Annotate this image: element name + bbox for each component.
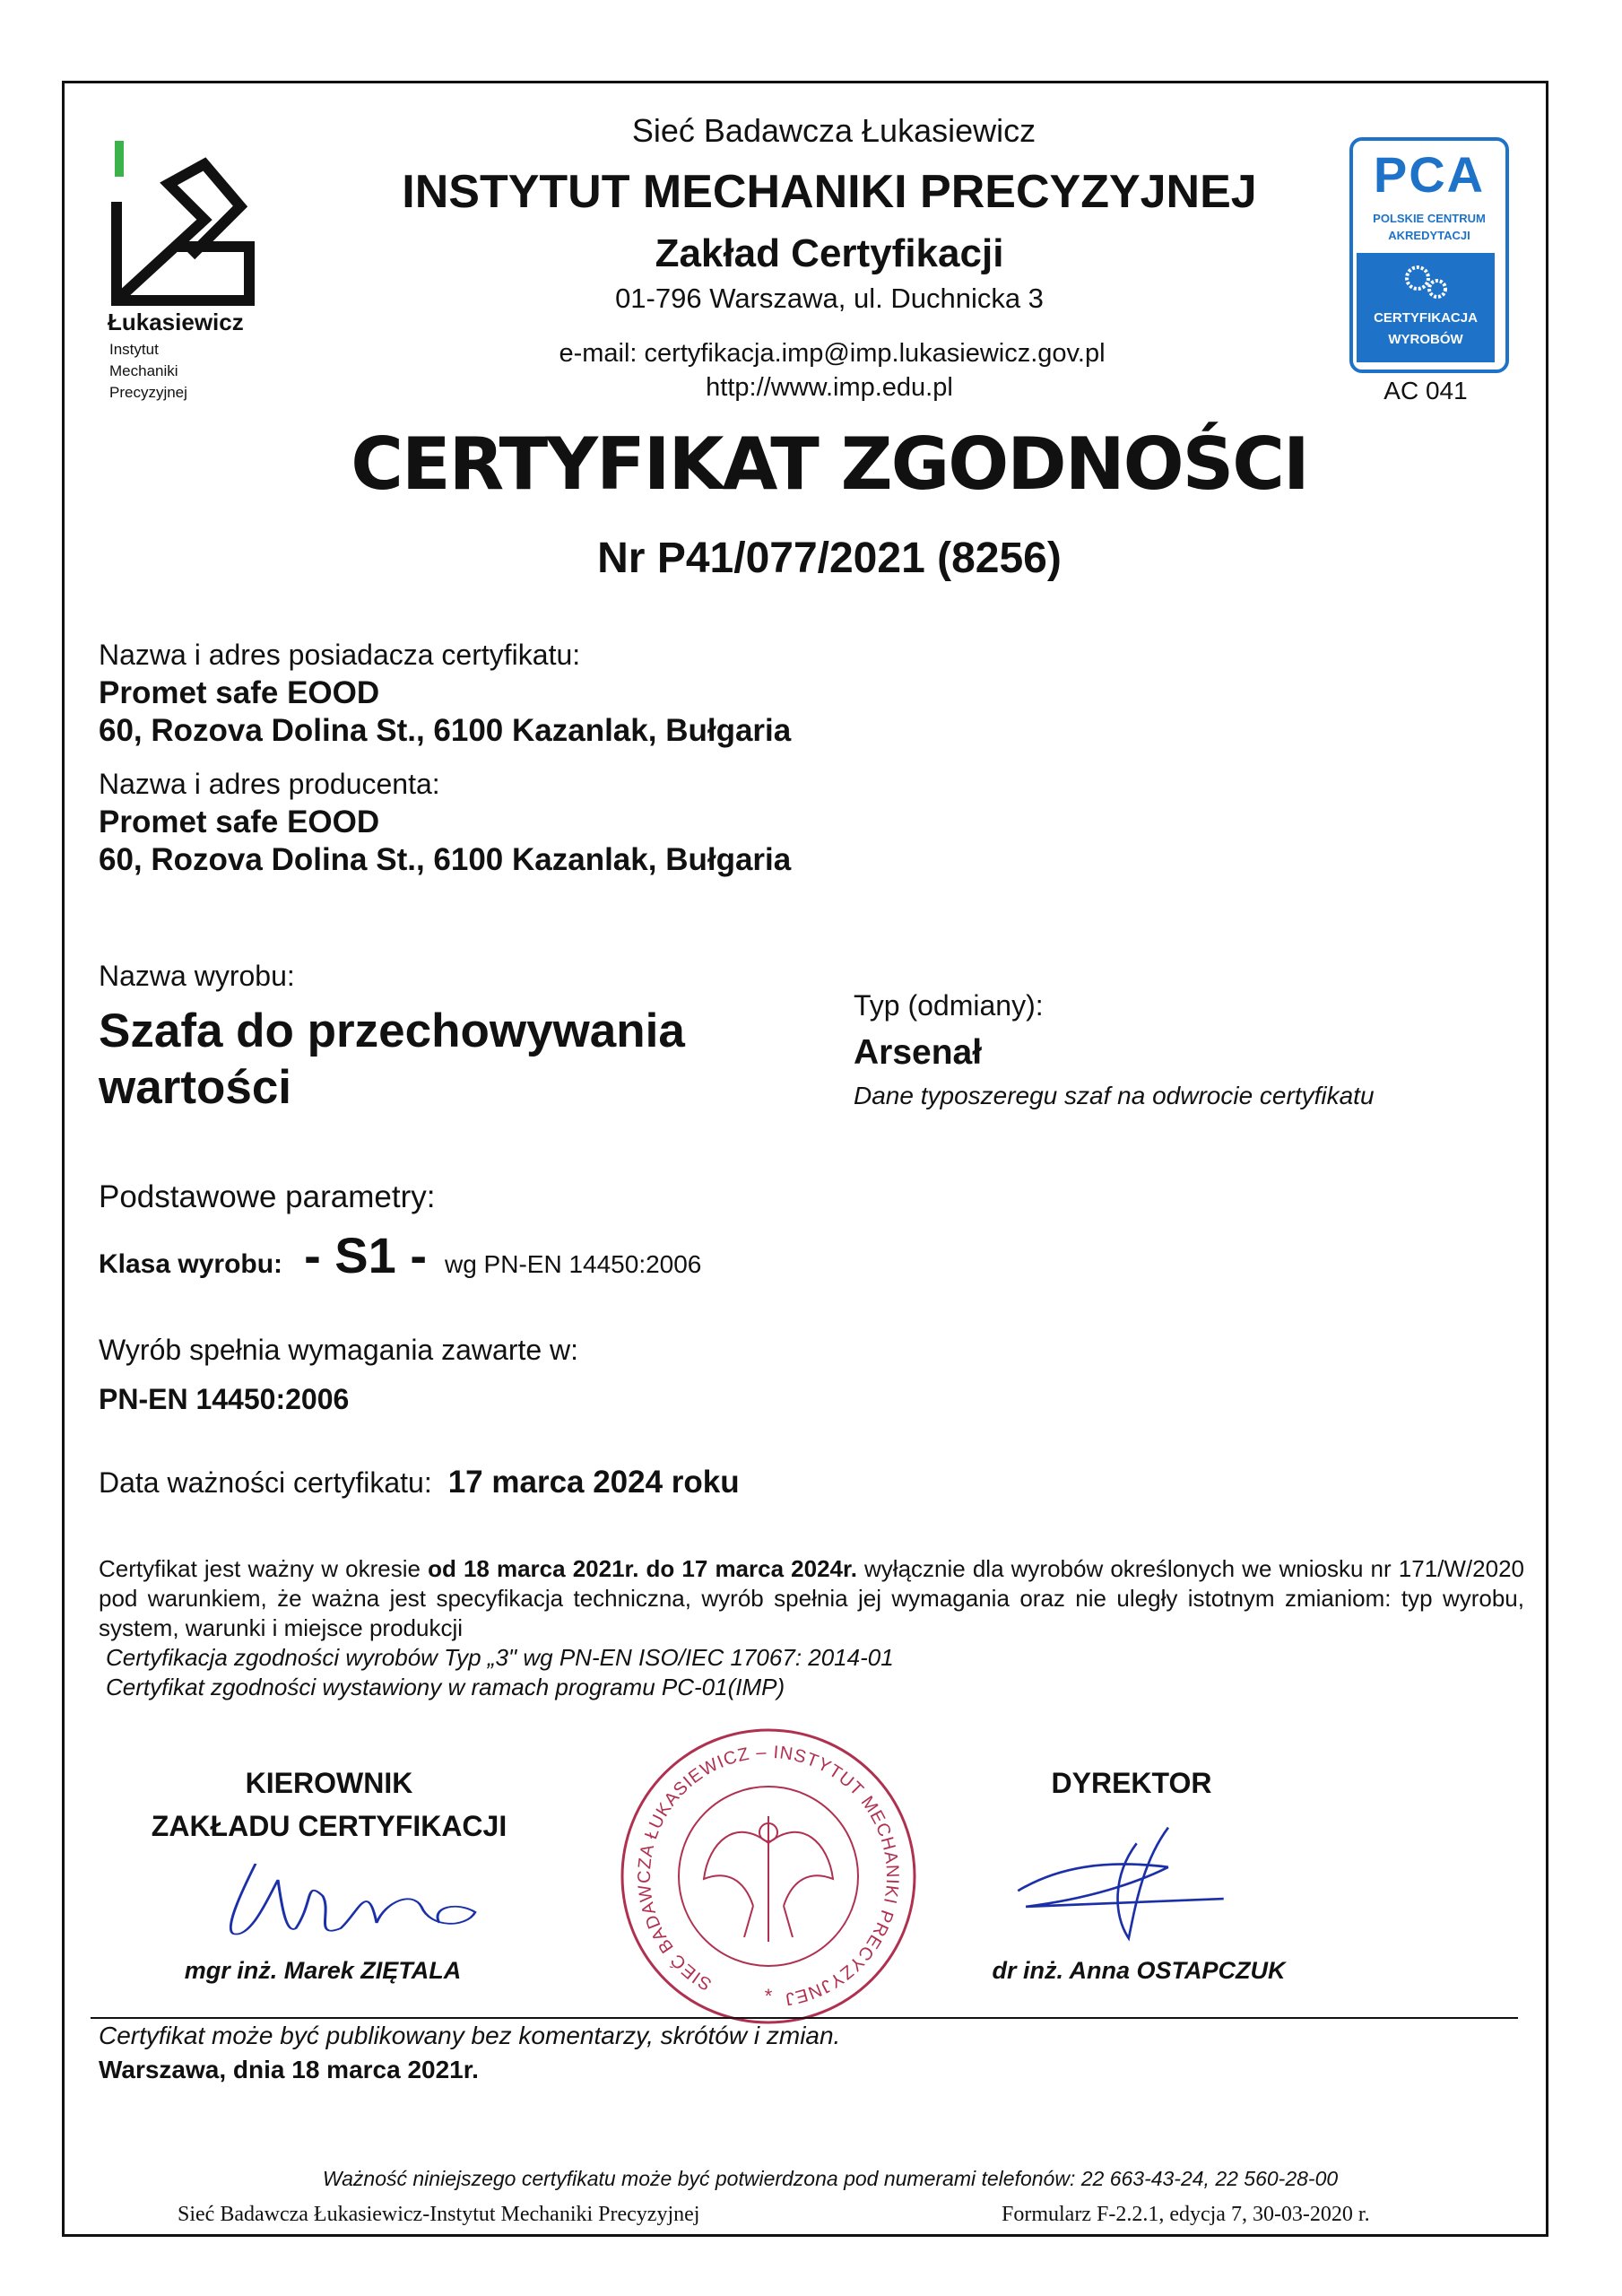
class-row [99,1227,701,1284]
pca-line: WYROBÓW [1388,332,1463,347]
network-name: Sieć Badawcza Łukasiewicz [631,112,1037,149]
pca-badge [1349,137,1509,373]
pca-line: CERTYFIKACJA [1374,310,1478,326]
validity-row [99,1465,740,1500]
right-signatory-name: dr inż. Anna OSTAPCZUK [992,1957,1286,1984]
institute-name: INSTYTUT MECHANIKI PRECYZYJNEJ [402,166,1257,218]
certificate-title: CERTYFIKAT ZGODNOŚCI [351,422,1308,506]
gears-icon [1400,260,1453,305]
terms-note-2: Certyfikat zgodności wystawiony w ramach programu PC-01(IMP) [106,1674,785,1700]
terms-paragraph [99,1554,1524,1643]
logo-name: Łukasiewicz [108,309,244,335]
department-name: Zakład Certyfikacji [655,231,1004,275]
pca-blue-panel [1357,253,1495,362]
terms-text: wyłącznie dla wyrobów określonych we wniosku nr 171/W/2020 pod warunkiem, że ważna jest specyfikacja techniczna, wyrób spełnia jej wymagania oraz nie uległy istotnym zmianiom: typ wyrobu, system, warunki i miejsce produkcji [99,1555,1524,1641]
terms-period: od 18 marca 2021r. do 17 marca 2024r. [428,1555,857,1582]
right-signature-icon [995,1812,1246,1946]
class-label: Klasa wyrobu: [99,1249,283,1279]
place-date: Warszawa, dnia 18 marca 2021r. [99,2056,479,2083]
eagle-icon [704,1816,833,1942]
right-signatory-title: DYREKTOR [1051,1767,1212,1799]
validity-date: 17 marca 2024 roku [447,1465,740,1500]
logo-sub: Precyzyjnej [109,384,187,401]
divider [91,2017,1518,2019]
requirements-standard: PN-EN 14450:2006 [99,1383,350,1415]
holder-label: Nazwa i adres posiadacza certyfikatu: [99,639,581,671]
class-value: - S1 - [304,1227,427,1283]
seal-text: SIEĆ BADAWCZA ŁUKASIEWICZ – INSTYTUT MECHANIKI PRECYZYJNEJ [634,1742,903,2009]
phone-note: Ważność niniejszego certyfikatu może być potwierdzona pod numerami telefonów: 22 663-43-24, 22 560-28-00 [322,2167,1339,2190]
product-name-line2: wartości [99,1061,292,1114]
lukasiewicz-logo-icon [106,139,258,309]
pca-line: AKREDYTACJI [1388,229,1470,242]
left-signature-icon [206,1848,493,1955]
seal-star-icon: * [764,1985,773,2007]
certificate-number: Nr P41/077/2021 (8256) [597,535,1062,582]
product-label: Nazwa wyrobu: [99,960,295,992]
class-standard: wg PN-EN 14450:2006 [444,1250,702,1278]
pca-title: PCA [1373,146,1486,203]
type-label: Typ (odmiany): [854,989,1044,1022]
holder-name: Promet safe EOOD [99,675,380,710]
producer-address: 60, Rozova Dolina St., 6100 Kazanlak, Bułgaria [99,842,792,877]
address: 01-796 Warszawa, ul. Duchnicka 3 [615,283,1044,314]
producer-label: Nazwa i adres producenta: [99,768,440,800]
website-link[interactable]: http://www.imp.edu.pl [706,373,953,402]
params-label: Podstawowe parametry: [99,1179,436,1214]
left-signatory-name: mgr inż. Marek ZIĘTALA [184,1957,462,1984]
validity-label: Data ważności certyfikatu: [99,1466,432,1499]
email-link[interactable]: e-mail: certyfikacja.imp@imp.lukasiewicz.gov.pl [559,339,1106,368]
official-seal [619,1726,919,2027]
product-name-line1: Szafa do przechowywania [99,1004,685,1057]
footer-left: Sieć Badawcza Łukasiewicz-Instytut Mechaniki Precyzyjnej [178,2203,700,2226]
terms-note-1: Certyfikacja zgodności wyrobów Typ „3" wg PN-EN ISO/IEC 17067: 2014-01 [106,1644,894,1671]
producer-name: Promet safe EOOD [99,804,380,839]
logo-sub: Mechaniki [109,362,178,379]
requirements-label: Wyrób spełnia wymagania zawarte w: [99,1334,579,1366]
footer-right: Formularz F-2.2.1, edycja 7, 30-03-2020 r. [1002,2203,1370,2226]
left-signatory-title: ZAKŁADU CERTYFIKACJI [151,1810,507,1842]
type-value: Arsenał [854,1033,983,1072]
terms-block [99,1554,1524,1702]
accreditation-code: AC 041 [1383,377,1468,404]
pca-line: POLSKIE CENTRUM [1373,212,1486,225]
left-signatory-title: KIEROWNIK [245,1767,413,1799]
publication-note: Certyfikat może być publikowany bez komentarzy, skrótów i zmian. [99,2022,841,2049]
type-note: Dane typoszeregu szaf na odwrocie certyfikatu [854,1082,1375,1109]
terms-text: Certyfikat jest ważny w okresie [99,1555,429,1582]
logo-sub: Instytut [109,341,159,358]
holder-address: 60, Rozova Dolina St., 6100 Kazanlak, Bułgaria [99,713,792,748]
